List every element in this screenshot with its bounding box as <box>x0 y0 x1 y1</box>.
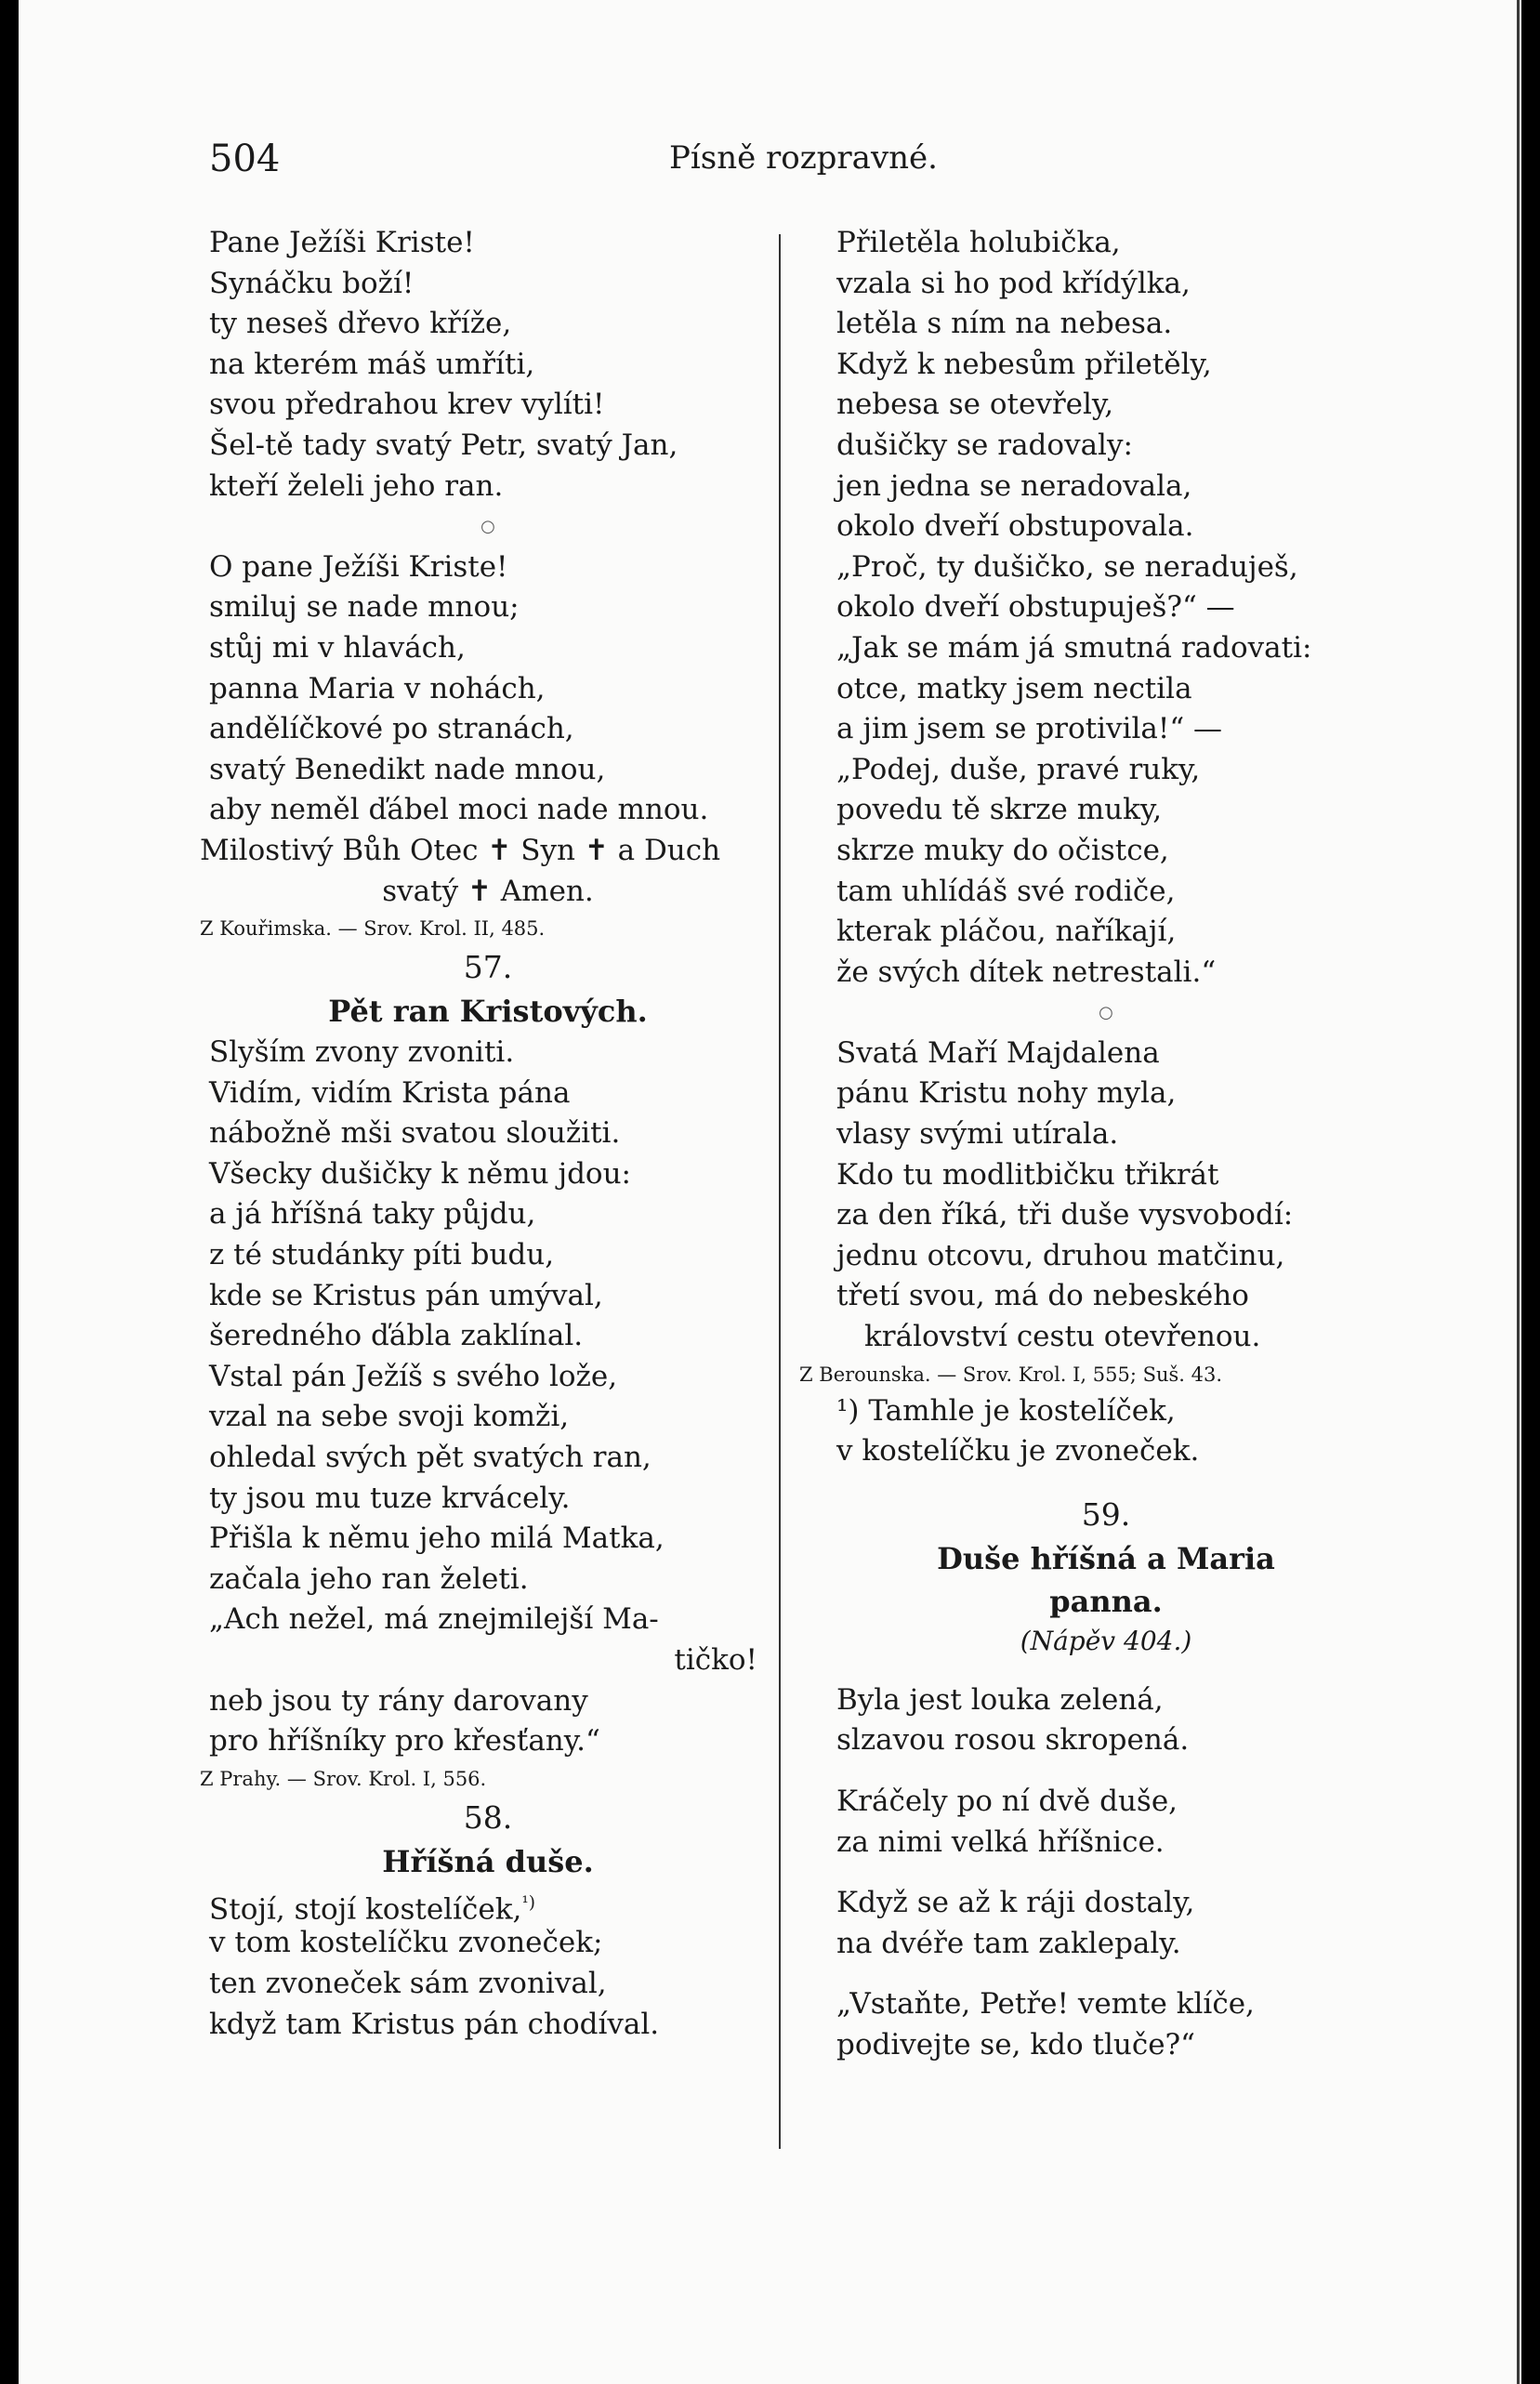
verse-line: pánu Kristu nohy myla, <box>836 1076 1177 1111</box>
verse-line: aby neměl ďábel moci nade mnou. <box>209 793 709 827</box>
verse-line: svatý ✝ Amen. <box>382 874 594 908</box>
verse-line: dušičky se radovaly: <box>836 428 1133 462</box>
source-citation: Z Kouřimska. — Srov. Krol. II, 485. <box>200 917 546 941</box>
verse-line: Pane Ježíši Kriste! <box>209 226 475 259</box>
footnote-line: v kostelíčku je zvoneček. <box>836 1434 1200 1469</box>
verse-line: Vstal pán Ježíš s svého lože, <box>209 1359 618 1393</box>
spacer <box>836 1964 1375 1984</box>
verse-line: nebesa se otevřely, <box>836 388 1114 422</box>
verse-stanza <box>836 223 1375 993</box>
verse-line: kteří želeli jeho ran. <box>209 468 504 503</box>
verse-stanza <box>836 1680 1375 1761</box>
spacer <box>836 1863 1375 1883</box>
verse-line: jen jedna se neradovala, <box>836 468 1192 503</box>
verse-line: okolo dveří obstupuješ?“ — <box>836 590 1235 625</box>
verse-stanza <box>200 547 767 912</box>
verse-line: Vidím, vidím Krista pána <box>209 1075 571 1110</box>
verse-line: ty jsou mu tuze krvácely. <box>209 1481 571 1515</box>
verse-line: a já hříšná taky půjdu, <box>209 1197 536 1232</box>
verse-line: O pane Ježíši Kriste! <box>209 549 508 584</box>
verse-line: Kdo tu modlitbičku třikrát <box>836 1157 1219 1192</box>
verse-stanza <box>209 223 767 507</box>
column-divider <box>779 234 781 2149</box>
verse-line: smiluj se nade mnou; <box>209 590 520 625</box>
verse-line-with-footnote <box>209 1883 767 1927</box>
spacer <box>836 1761 1375 1782</box>
verse-line: tam uhlídáš své rodiče, <box>836 874 1176 908</box>
verse-line: na kterém máš umříti, <box>209 347 535 381</box>
verse-line: panna Maria v nohách, <box>209 671 546 705</box>
verse-line: království cestu otevřenou. <box>864 1320 1261 1354</box>
verse-line: slzavou rosou skropená. <box>836 1723 1190 1758</box>
verse-line: Kráčely po ní dvě duše, <box>836 1785 1178 1818</box>
verse-line: Když k nebesům přiletěly, <box>836 347 1212 381</box>
verse-line: „Jak se mám já smutná radovati: <box>836 630 1312 665</box>
verse-line: Synáčku boží! <box>209 266 415 300</box>
verse-line: „Podej, duše, pravé ruky, <box>836 752 1201 786</box>
verse-line: jednu otcovu, druhou matčinu, <box>836 1238 1285 1272</box>
verse-line: ten zvoneček sám zvonival, <box>209 1966 607 2000</box>
song-title: Pět ran Kristových. <box>328 994 648 1030</box>
verse-line: za den říká, tři duše vysvobodí: <box>836 1198 1294 1232</box>
verse-line: za nimi velká hříšnice. <box>836 1824 1165 1859</box>
footnote-line: ¹) Tamhle je kostelíček, <box>836 1393 1176 1428</box>
verse-line: začala jeho ran želeti. <box>209 1561 529 1596</box>
verse-line: kterak pláčou, naříkají, <box>836 915 1177 949</box>
verse-line: Šel-tě tady svatý Petr, svatý Jan, <box>209 428 678 462</box>
verse-line: v tom kostelíčku zvoneček; <box>209 1926 603 1960</box>
verse-line: stůj mi v hlavách, <box>209 630 466 665</box>
spacer <box>836 1660 1375 1680</box>
verse-line: Milostivý Bůh Otec ✝ Syn ✝ a Duch <box>200 833 721 867</box>
ornament: ○ <box>480 517 495 537</box>
verse-line: třetí svou, má do nebeského <box>836 1279 1249 1313</box>
ornament: ○ <box>1099 1003 1113 1023</box>
verse-line: z té studánky píti budu, <box>209 1238 555 1272</box>
verse-line: vlasy svými utírala. <box>836 1117 1119 1152</box>
verse-line: neb jsou ty rány darovany <box>209 1683 588 1718</box>
verse-line: a jim jsem se protivila!“ — <box>836 712 1223 746</box>
verse-line: na dvéře tam zaklepaly. <box>836 1926 1181 1960</box>
verse-line: „Proč, ty dušičko, se neraduješ, <box>836 549 1298 584</box>
spacer <box>836 1472 1375 1493</box>
verse-line: „Ach nežel, má znejmilejší Ma- <box>209 1602 659 1637</box>
verse-stanza <box>836 1984 1375 2065</box>
verse-line: povedu tě skrze muky, <box>836 793 1163 827</box>
verse-line: andělíčkové po stranách, <box>209 712 574 746</box>
verse-line: vzal na sebe svoji komži, <box>209 1400 570 1434</box>
source-citation: Z Berounska. — Srov. Krol. I, 555; Suš. 43. <box>799 1363 1223 1386</box>
verse-line: otce, matky jsem nectila <box>836 671 1192 705</box>
tune-reference: (Nápěv 404.) <box>1020 1625 1192 1656</box>
verse-line: okolo dveří obstupovala. <box>836 509 1194 544</box>
verse-line: šeredného ďábla zaklínal. <box>209 1319 584 1353</box>
verse-line: vzala si ho pod křídýlka, <box>836 266 1191 300</box>
verse-line: svatý Benedikt nade mnou, <box>209 752 606 786</box>
verse-line: ohledal svých pět svatých ran, <box>209 1441 652 1475</box>
verse-stanza <box>836 1782 1375 1863</box>
verse-line: tičko! <box>674 1643 757 1677</box>
verse-line: když tam Kristus pán chodíval. <box>209 2007 660 2041</box>
verse-line: ty neseš dřevo kříže, <box>209 307 512 341</box>
song-title-cont: panna. <box>1049 1583 1163 1619</box>
song-number: 59. <box>1081 1495 1131 1533</box>
verse-line: Všecky dušičky k němu jdou: <box>209 1156 631 1191</box>
verse-stanza <box>836 1034 1375 1358</box>
verse-line: Svatá Maří Majdalena <box>836 1035 1160 1070</box>
verse-line: podivejte se, kdo tluče?“ <box>836 2027 1196 2061</box>
footnote-mark: ¹) <box>521 1892 536 1913</box>
song-title: Duše hříšná a Maria <box>937 1540 1275 1576</box>
page-edge-rule <box>1517 0 1520 2384</box>
song-number: 57. <box>463 949 513 986</box>
verse-stanza <box>209 1033 767 1762</box>
verse-line: Slyším zvony zvoniti. <box>209 1035 515 1070</box>
verse-line: že svých dítek netrestali.“ <box>836 955 1217 989</box>
verse-line: Přiletěla holubička, <box>836 226 1121 259</box>
verse-line: Přišla k němu jeho milá Matka, <box>209 1521 665 1556</box>
verse-line: svou předrahou krev vylíti! <box>209 388 605 422</box>
verse-line: nábožně mši svatou sloužiti. <box>209 1116 621 1151</box>
verse-stanza <box>836 1883 1375 1964</box>
footnote <box>836 1391 1375 1472</box>
verse-line: kde se Kristus pán umýval, <box>209 1278 603 1312</box>
song-title: Hříšná duše. <box>382 1843 594 1879</box>
left-column <box>200 223 767 2045</box>
source-citation: Z Prahy. — Srov. Krol. I, 556. <box>200 1767 487 1790</box>
page-number: 504 <box>209 138 281 180</box>
verse-line: „Vstaňte, Petře! vemte klíče, <box>836 1987 1255 2022</box>
verse-line: letěla s ním na nebesa. <box>836 307 1173 341</box>
verse-text: Stojí, stojí kostelíček, <box>209 1892 522 1927</box>
verse-line: pro hříšníky pro křesťany.“ <box>209 1724 600 1758</box>
verse-line: Když se až k ráji dostaly, <box>836 1886 1195 1920</box>
verse-line: Byla jest louka zelená, <box>836 1682 1164 1717</box>
song-number: 58. <box>463 1798 513 1836</box>
verse-stanza <box>209 1883 767 2045</box>
verse-line: skrze muky do očistce, <box>836 833 1169 867</box>
right-column <box>799 223 1375 2066</box>
running-title: Písně rozpravné. <box>669 139 938 177</box>
